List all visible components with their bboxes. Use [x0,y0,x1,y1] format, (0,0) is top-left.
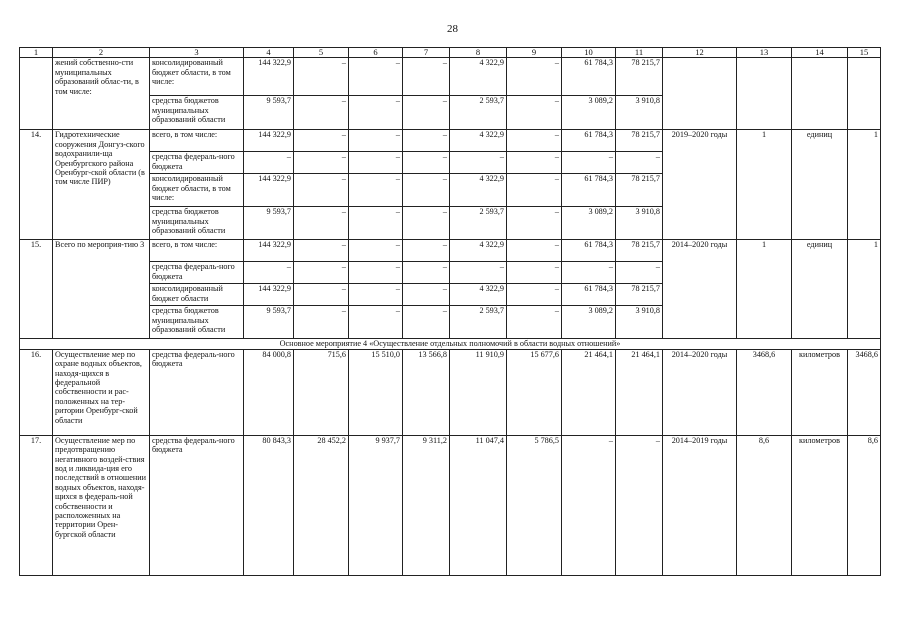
implementation-period: 2014–2020 годы [663,240,737,339]
funding-value: 3 089,2 [562,306,616,339]
column-header: 14 [792,48,848,58]
funding-value: 21 464,1 [616,349,663,435]
funding-value: 144 322,9 [244,284,294,306]
funding-value: – [349,174,403,207]
measure-name: Гидротехнические сооружения Донгуз-ского водохранили-ща Оренбургского района Оренбург-ской области (в том числе ПИР) [53,130,150,240]
indicator-value: 3468,6 [737,349,792,435]
row-index: 17. [20,435,53,575]
funding-value: – [349,96,403,130]
funding-value: – [349,130,403,152]
column-header: 8 [450,48,507,58]
row-index: 14. [20,130,53,240]
funding-value: – [507,240,562,262]
funding-source: средства федераль-ного бюджета [150,152,244,174]
table-row [20,435,881,575]
funding-value: – [294,174,349,207]
funding-value: – [349,207,403,240]
funding-source: консолидированный бюджет области [150,284,244,306]
funding-value: – [294,130,349,152]
column-header: 1 [20,48,53,58]
funding-value: 3 910,8 [616,96,663,130]
funding-value: – [507,262,562,284]
funding-value: – [403,262,450,284]
table-row [20,240,881,262]
funding-value: 80 843,3 [244,435,294,575]
funding-value: – [294,96,349,130]
funding-value: – [507,174,562,207]
funding-value: 15 510,0 [349,349,403,435]
funding-value: – [403,130,450,152]
funding-value: – [294,284,349,306]
measure-name: Всего по мероприя-тию 3 [53,240,150,339]
funding-value: 715,6 [294,349,349,435]
funding-value: 4 322,9 [450,284,507,306]
funding-value: – [616,435,663,575]
table-row [20,130,881,152]
measure-name: жений собственно-сти муниципальных образований облас-ти, в том числе: [53,58,150,130]
funding-value: – [403,58,450,96]
funding-value: 144 322,9 [244,174,294,207]
funding-value: – [294,152,349,174]
funding-source: всего, в том числе: [150,240,244,262]
indicator-value: 8,6 [737,435,792,575]
column-header: 2 [53,48,150,58]
funding-value: – [507,96,562,130]
funding-value: – [450,262,507,284]
funding-value: 3 089,2 [562,96,616,130]
row-index: 15. [20,240,53,339]
column-header: 3 [150,48,244,58]
funding-value: 144 322,9 [244,130,294,152]
funding-value: – [403,284,450,306]
funding-value: – [349,152,403,174]
funding-value: – [562,152,616,174]
funding-value: 61 784,3 [562,174,616,207]
column-header: 13 [737,48,792,58]
funding-value: 61 784,3 [562,130,616,152]
row-index: 16. [20,349,53,435]
funding-value: – [507,284,562,306]
unit-of-measure: километров [792,349,848,435]
funding-source: средства федераль-ного бюджета [150,435,244,575]
column-header: 5 [294,48,349,58]
header-row [20,48,881,58]
funding-value: – [349,240,403,262]
funding-value: – [244,262,294,284]
funding-value: 5 786,5 [507,435,562,575]
funding-value: 28 452,2 [294,435,349,575]
column-header: 15 [848,48,881,58]
funding-value: – [403,207,450,240]
target-value [848,58,881,130]
funding-value: – [294,262,349,284]
funding-value: – [403,240,450,262]
unit-of-measure [792,58,848,130]
funding-source: всего, в том числе: [150,130,244,152]
funding-value: 9 593,7 [244,306,294,339]
funding-source: консолидированный бюджет области, в том числе: [150,58,244,96]
indicator-value: 1 [737,130,792,240]
target-value: 1 [848,130,881,240]
funding-source: средства бюджетов муниципальных образований области [150,306,244,339]
funding-value: 78 215,7 [616,240,663,262]
funding-value: 84 000,8 [244,349,294,435]
funding-value: – [403,174,450,207]
funding-value: – [244,152,294,174]
funding-value: 2 593,7 [450,306,507,339]
funding-value: 3 910,8 [616,306,663,339]
funding-value: – [294,306,349,339]
target-value: 3468,6 [848,349,881,435]
funding-value: 9 593,7 [244,96,294,130]
funding-value: – [450,152,507,174]
funding-value: – [403,96,450,130]
funding-value: 144 322,9 [244,240,294,262]
page-number: 28 [447,23,458,35]
funding-value: – [507,306,562,339]
funding-value: 61 784,3 [562,240,616,262]
unit-of-measure: единиц [792,130,848,240]
column-header: 4 [244,48,294,58]
column-header: 10 [562,48,616,58]
funding-value: 21 464,1 [562,349,616,435]
funding-value: 13 566,8 [403,349,450,435]
funding-value: 2 593,7 [450,207,507,240]
column-header: 12 [663,48,737,58]
funding-value: 78 215,7 [616,58,663,96]
funding-value: 78 215,7 [616,130,663,152]
target-value: 1 [848,240,881,339]
funding-value: 9 937,7 [349,435,403,575]
funding-value: – [294,207,349,240]
funding-source: средства бюджетов муниципальных образований области [150,96,244,130]
indicator-value: 1 [737,240,792,339]
implementation-period: 2014–2019 годы [663,435,737,575]
funding-value: – [616,262,663,284]
funding-value: – [403,306,450,339]
funding-value: 4 322,9 [450,240,507,262]
funding-source: средства бюджетов муниципальных образований области [150,207,244,240]
funding-value: – [403,152,450,174]
funding-value: 3 089,2 [562,207,616,240]
funding-value: 11 047,4 [450,435,507,575]
funding-value: – [349,284,403,306]
row-index [20,58,53,130]
table-row [20,58,881,96]
funding-value: 15 677,6 [507,349,562,435]
column-header: 6 [349,48,403,58]
funding-value: – [507,130,562,152]
funding-value: – [294,240,349,262]
measure-name: Осуществление мер по охране водных объектов, находя-щихся в федеральной собственности и рас-положенных на тер-ритории Оренбург-ской области [53,349,150,435]
funding-value: – [349,58,403,96]
funding-source: средства федераль-ного бюджета [150,262,244,284]
column-header: 11 [616,48,663,58]
funding-value: 61 784,3 [562,284,616,306]
funding-value: 4 322,9 [450,58,507,96]
implementation-period: 2014–2020 годы [663,349,737,435]
unit-of-measure: километров [792,435,848,575]
funding-source: средства федераль-ного бюджета [150,349,244,435]
funding-value: – [507,152,562,174]
funding-value: 3 910,8 [616,207,663,240]
target-value: 8,6 [848,435,881,575]
funding-value: 78 215,7 [616,174,663,207]
measure-name: Осуществление мер по предотвращению негативного воздей-ствия вод и ликвида-ция его последствий в отношении водных объектов, находя-щихся в федераль-ной собственности и расположенных на территории Орен-бургской области [53,435,150,575]
funding-value: 4 322,9 [450,174,507,207]
funding-value: 9 311,2 [403,435,450,575]
funding-value: 11 910,9 [450,349,507,435]
funding-value: – [562,262,616,284]
funding-value: 2 593,7 [450,96,507,130]
funding-value: – [294,58,349,96]
funding-value: 61 784,3 [562,58,616,96]
column-header: 9 [507,48,562,58]
funding-value: – [349,262,403,284]
funding-value: 144 322,9 [244,58,294,96]
funding-value: – [507,58,562,96]
section-row [20,339,881,349]
funding-value: – [616,152,663,174]
funding-value: – [349,306,403,339]
funding-value: – [562,435,616,575]
unit-of-measure: единиц [792,240,848,339]
funding-value: 4 322,9 [450,130,507,152]
implementation-period: 2019–2020 годы [663,130,737,240]
table-row [20,349,881,435]
indicator-value [737,58,792,130]
implementation-period [663,58,737,130]
funding-source: консолидированный бюджет области, в том числе: [150,174,244,207]
column-header: 7 [403,48,450,58]
section-title: Основное мероприятие 4 «Осуществление отдельных полномочий в области водных отношений» [20,339,881,349]
program-table [19,47,881,576]
funding-value: 78 215,7 [616,284,663,306]
funding-value: 9 593,7 [244,207,294,240]
funding-value: – [507,207,562,240]
